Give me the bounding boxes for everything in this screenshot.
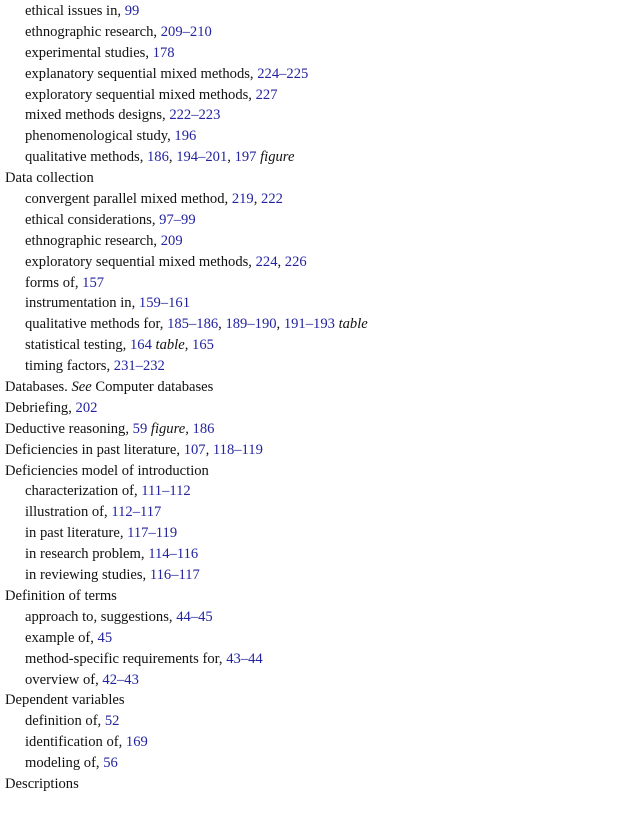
page-reference-link[interactable]: 209 [160,232,183,249]
page-reference-link[interactable]: 185–186 [167,316,219,333]
index-entry [5,419,633,440]
index-subentry [5,126,633,147]
entry-text: ethnographic research, [25,232,161,249]
entry-text: approach to, suggestions, [25,608,177,625]
entry-text: , [227,149,235,166]
page-reference-link[interactable]: 118–119 [212,441,263,458]
entry-text: overview of, [25,671,103,688]
index-subentry [5,502,633,523]
index-page [5,1,633,795]
entry-text: ethical issues in, [25,3,125,19]
italic-qualifier: figure, [150,420,189,437]
page-reference-link[interactable]: 52 [104,713,120,730]
index-subentry [5,753,633,774]
index-subentry [5,64,633,85]
entry-text: instrumentation in, [25,295,139,312]
entry-text: exploratory sequential mixed methods, [25,253,256,270]
page-reference-link[interactable]: 99 [124,3,140,19]
index-subentry [5,544,633,565]
index-subentry [5,711,633,732]
entry-text: , [168,149,177,166]
entry-text: , [277,253,285,270]
page-reference-link[interactable]: 231–232 [113,358,165,375]
index-subentry [5,607,633,628]
entry-text: Debriefing, [5,399,76,416]
entry-text: example of, [25,629,98,646]
entry-text: Dependent variables [5,692,125,709]
index-subentry [5,1,633,22]
index-subentry [5,649,633,670]
entry-text: Deficiencies model of introduction [5,462,209,479]
entry-text: ethnographic research, [25,23,161,40]
page-reference-link[interactable]: 219 [231,191,254,208]
page-reference-link[interactable]: 159–161 [138,295,190,312]
entry-text: in past literature, [25,525,128,542]
page-reference-link[interactable]: 194–201 [176,149,228,166]
page-reference-link[interactable]: 116–117 [149,567,200,584]
index-subentry [5,314,633,335]
entry-text: Deficiencies in past literature, [5,441,184,458]
entry-text: mixed methods designs, [25,107,170,124]
index-subentry [5,273,633,294]
page-reference-link[interactable]: 42–43 [102,671,139,688]
index-subentry [5,85,633,106]
entry-text: Descriptions [5,775,79,792]
page-reference-link[interactable]: 157 [82,274,105,291]
index-entry [5,774,633,795]
entry-text: timing factors, [25,358,114,375]
page-reference-link[interactable]: 222–223 [169,107,221,124]
index-entry [5,398,633,419]
index-subentry [5,356,633,377]
index-subentry [5,628,633,649]
index-subentry [5,189,633,210]
entry-text: in reviewing studies, [25,567,150,584]
page-reference-link[interactable]: 117–119 [127,525,178,542]
index-subentry [5,565,633,586]
index-subentry [5,732,633,753]
index-subentry [5,43,633,64]
entry-text: identification of, [25,734,126,751]
entry-text: in research problem, [25,546,149,563]
page-reference-link[interactable]: 45 [97,629,113,646]
italic-qualifier: See [71,379,92,396]
entry-text: Data collection [5,170,94,187]
index-subentry [5,22,633,43]
entry-text: Definition of terms [5,587,117,604]
index-subentry [5,523,633,544]
index-subentry [5,147,633,168]
entry-text: method-specific requirements for, [25,650,227,667]
index-subentry [5,252,633,273]
entry-text: convergent parallel mixed method, [25,191,232,208]
entry-text: Computer databases [91,379,214,396]
page-reference-link[interactable]: 59 [132,420,148,437]
page-reference-link[interactable]: 209–210 [160,23,212,40]
page-reference-link[interactable]: 107 [183,441,206,458]
page-reference-link[interactable]: 186 [147,149,169,166]
page-reference-link[interactable]: 191–193 [283,316,335,333]
page-reference-link[interactable]: 186 [192,420,215,437]
page-reference-link[interactable]: 227 [255,86,278,103]
index-subentry [5,105,633,126]
page-reference-link[interactable]: 44–45 [176,608,213,625]
entry-text: , [218,316,226,333]
page-reference-link[interactable]: 43–44 [226,650,263,667]
italic-qualifier: figure [260,149,295,166]
entry-text: exploratory sequential mixed methods, [25,86,256,103]
italic-qualifier: table, [155,337,189,354]
entry-text: , [205,441,213,458]
page-reference-link[interactable]: 222 [261,191,283,208]
entry-text: , [253,191,262,208]
index-subentry [5,481,633,502]
page-reference-link[interactable]: 169 [125,734,148,751]
entry-text: modeling of, [25,755,104,772]
page-reference-link[interactable]: 224 [255,253,278,270]
index-subentry [5,293,633,314]
entry-text: Deductive reasoning, [5,420,133,437]
page-reference-link[interactable]: 202 [75,399,98,416]
entry-text: illustration of, [25,504,112,521]
page-reference-link[interactable]: 111–112 [141,483,191,500]
index-entry [5,377,633,398]
page-reference-link[interactable]: 226 [284,253,307,270]
page-reference-link[interactable]: 112–117 [111,504,162,521]
index-entry [5,440,633,461]
index-entry [5,461,633,482]
page-reference-link[interactable]: 189–190 [225,316,277,333]
page-reference-link[interactable]: 196 [174,128,197,145]
page-reference-link[interactable]: 224–225 [257,65,309,82]
entry-text: ethical considerations, [25,211,160,228]
page-reference-link[interactable]: 114–116 [148,546,199,563]
entry-text: phenomenological study, [25,128,175,145]
index-subentry [5,231,633,252]
entry-text: characterization of, [25,483,142,500]
page-reference-link[interactable]: 56 [103,755,118,772]
page-reference-link[interactable]: 197 [234,149,257,166]
index-entry [5,690,633,711]
page-reference-link[interactable]: 164 [129,337,152,354]
entry-text: experimental studies, [25,44,153,61]
entry-text: forms of, [25,274,83,291]
page-reference-link[interactable]: 178 [152,44,175,61]
index-subentry [5,210,633,231]
italic-qualifier: table [338,316,368,333]
entry-text: definition of, [25,713,105,730]
index-entry [5,586,633,607]
entry-text: statistical testing, [25,337,130,354]
page-reference-link[interactable]: 97–99 [159,211,196,228]
entry-text: explanatory sequential mixed methods, [25,65,258,82]
page-reference-link[interactable]: 165 [192,337,214,354]
index-entry [5,168,633,189]
entry-text: qualitative methods for, [25,316,168,333]
entry-text: , [276,316,284,333]
entry-text: qualitative methods, [25,149,147,166]
entry-text: Databases. [5,379,72,396]
index-subentry [5,335,633,356]
index-subentry [5,670,633,691]
